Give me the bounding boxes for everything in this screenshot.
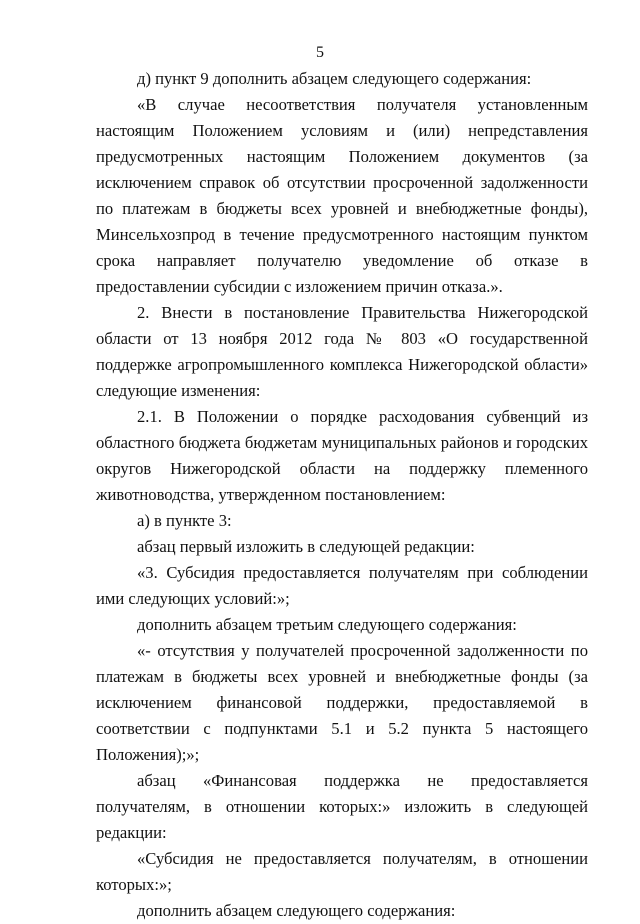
document-body (96, 66, 588, 924)
paragraph-9: «- отсутствия у получателей просроченной задолженности по платежам в бюджеты всех уровней и внебюджетные фонды (за исключением финансовой поддержки, предоставляемой в соответствии с подпунктами 5.1 и 5.2 пункта 5 настоящего Положения);»; (96, 641, 588, 764)
paragraph-6: абзац первый изложить в следующей редакции: (137, 537, 475, 556)
paragraph-5: а) в пункте 3: (137, 511, 232, 530)
paragraph-10: абзац «Финансовая поддержка не предоставляется получателям, в отношении которых:» изложить в следующей редакции: (96, 771, 588, 842)
paragraph-1: д) пункт 9 дополнить абзацем следующего содержания: (137, 69, 532, 88)
paragraph-4: 2.1. В Положении о порядке расходования субвенций из областного бюджета бюджетам муниципальных районов и городских округов Нижегородской области на поддержку племенного животноводства, утвержденном постановлением: (96, 407, 588, 504)
paragraph-3: 2. Внести в постановление Правительства Нижегородской области от 13 ноября 2012 года № 803 «О государственной поддержке агропромышленного комплекса Нижегородской области» следующие изменения: (96, 303, 588, 400)
paragraph-8: дополнить абзацем третьим следующего содержания: (137, 615, 517, 634)
paragraph-11: «Субсидия не предоставляется получателям, в отношении которых:»; (96, 849, 588, 894)
paragraph-7: «3. Субсидия предоставляется получателям при соблюдении ими следующих условий:»; (96, 563, 588, 608)
paragraph-12: дополнить абзацем следующего содержания: (137, 901, 456, 920)
paragraph-2: «В случае несоответствия получателя установленным настоящим Положением условиям и (или) непредставления предусмотренных настоящим Положением документов (за исключением справок об отсутствии просроченной задолженности по платежам в бюджеты всех уровней и внебюджетные фонды), Минсельхозпрод в течение предусмотренного настоящим пунктом срока направляет получателю уведомление об отказе в предоставлении субсидии с изложением причин отказа.». (96, 95, 588, 296)
page-number: 5 (316, 44, 324, 61)
